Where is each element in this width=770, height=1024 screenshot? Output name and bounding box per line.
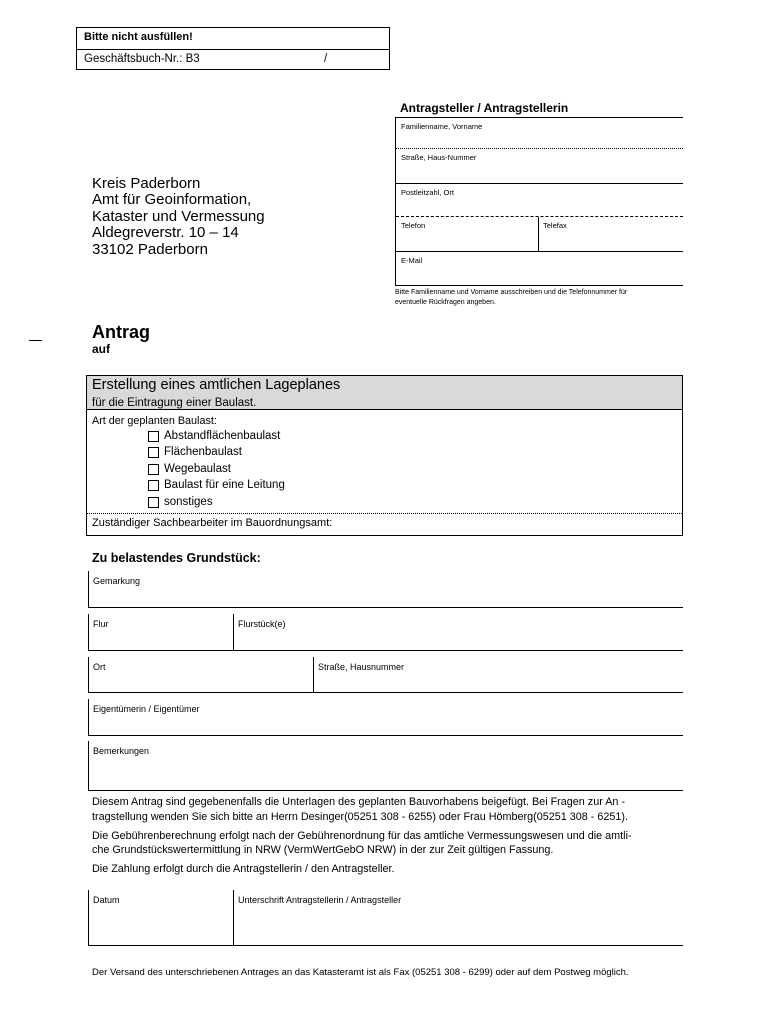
info-line: Die Zahlung erfolgt durch die Antragstellerin / den Antragsteller.: [92, 863, 395, 875]
applicant-postal-city-field[interactable]: [396, 184, 683, 217]
office-use-notice-row: [77, 28, 389, 50]
parcel-field[interactable]: [234, 614, 683, 650]
flur-label: Flur: [93, 618, 109, 629]
clerk-field-label: Zuständiger Sachbearbeiter im Bauordnungsamt:: [92, 516, 333, 529]
applicant-phone-fax-row: [396, 217, 683, 252]
info-paragraph: [92, 829, 632, 858]
request-header: [87, 376, 682, 410]
info-paragraph: [92, 795, 632, 824]
recipient-address: [92, 176, 265, 259]
option-baulast-leitung: [148, 478, 285, 495]
checkbox-baulast-leitung[interactable]: [148, 480, 159, 491]
applicant-street-field[interactable]: [396, 149, 683, 184]
property-street-field[interactable]: [314, 657, 683, 692]
applicant-name-label: Familienname, Vorname: [401, 122, 483, 131]
request-heading: Erstellung eines amtlichen Lageplanes: [92, 377, 341, 393]
request-box: [86, 375, 683, 536]
option-wegebaulast: [148, 461, 285, 478]
info-text: [92, 795, 632, 877]
date-label: Datum: [93, 894, 120, 905]
form-title: Antrag: [92, 322, 150, 342]
applicant-note-line: Bitte Familienname und Vorname ausschreiben und die Telefonnummer für: [395, 289, 628, 296]
baulast-type-options: [148, 428, 285, 511]
district-label: Gemarkung: [93, 575, 141, 586]
info-line: tragstellung wenden Sie sich bitte an Herrn Desinger(05251 308 - 6255) oder Frau Hömberg(05251 308 - 6251).: [92, 810, 628, 823]
baulast-type-label: Art der geplanten Baulast:: [92, 414, 217, 427]
checkbox-flaechenbaulast[interactable]: [148, 447, 159, 458]
recipient-address-line: Kataster und Vermessung: [92, 207, 265, 225]
place-label: Ort: [93, 661, 106, 672]
applicant-note: [395, 288, 627, 308]
checkbox-abstandflaechenbaulast[interactable]: [148, 431, 159, 442]
property-heading: Zu belastendes Grundstück:: [92, 551, 261, 565]
option-label: Flächenbaulast: [164, 446, 242, 459]
info-line: Die Gebührenberechnung erfolgt nach der Gebührenordnung für das amtliche Vermessungswesen und die amtli-: [92, 829, 632, 842]
applicant-postal-city-label: Postleitzahl, Ort: [401, 188, 454, 197]
option-label: sonstiges: [164, 495, 213, 508]
option-label: Baulast für eine Leitung: [164, 479, 285, 492]
applicant-heading: Antragsteller / Antragstellerin: [400, 101, 569, 115]
checkbox-sonstiges[interactable]: [148, 497, 159, 508]
applicant-form: [395, 117, 683, 286]
recipient-address-line: Aldegreverstr. 10 – 14: [92, 224, 239, 241]
applicant-fax-field[interactable]: [538, 217, 683, 251]
request-subheading: für die Eintragung einer Baulast.: [92, 396, 257, 409]
checkbox-wegebaulast[interactable]: [148, 464, 159, 475]
flur-parcel-row: [88, 614, 683, 651]
option-flaechenbaulast: [148, 445, 285, 462]
signature-field[interactable]: [234, 890, 683, 945]
option-sonstiges: [148, 494, 285, 511]
applicant-fax-label: Telefax: [543, 221, 567, 230]
owner-label: Eigentümerin / Eigentümer: [93, 703, 200, 714]
request-divider: [87, 513, 682, 514]
applicant-note-line: eventuelle Rückfragen angeben.: [395, 299, 496, 306]
property-street-label: Straße, Hausnummer: [318, 661, 405, 672]
info-line: Diesem Antrag sind gegebenenfalls die Unterlagen des geplanten Bauvorhabens beigefügt. Bei Fragen zur An -: [92, 796, 626, 808]
remarks-field[interactable]: [88, 741, 683, 791]
option-label: Wegebaulast: [164, 462, 231, 475]
flur-field[interactable]: [89, 614, 233, 650]
option-abstandflaechenbaulast: [148, 428, 285, 445]
recipient-address-line: Amt für Geoinformation,: [92, 191, 252, 208]
form-subtitle: auf: [92, 342, 110, 356]
applicant-street-label: Straße, Haus-Nummer: [401, 153, 477, 162]
applicant-name-field[interactable]: [396, 118, 683, 149]
applicant-phone-label: Telefon: [401, 221, 426, 230]
place-street-row: [88, 657, 683, 693]
place-field[interactable]: [89, 657, 313, 692]
signature-label: Unterschrift Antragstellerin / Antragsteller: [238, 894, 402, 905]
office-use-box: [76, 27, 390, 70]
district-field[interactable]: [88, 571, 683, 608]
owner-field[interactable]: [88, 699, 683, 736]
info-paragraph: [92, 862, 632, 877]
recipient-address-line: Kreis Paderborn: [92, 174, 201, 192]
recipient-address-line: 33102 Paderborn: [92, 240, 208, 258]
applicant-email-field[interactable]: [396, 252, 683, 286]
fold-mark: [29, 340, 42, 341]
applicant-phone-field[interactable]: [396, 217, 538, 251]
office-use-notice: Bitte nicht ausfüllen!: [84, 31, 193, 43]
reference-number-label: Geschäftsbuch-Nr.: B3: [84, 53, 200, 65]
option-label: Abstandflächenbaulast: [164, 429, 281, 442]
reference-number-separator: /: [324, 53, 328, 65]
applicant-email-label: E-Mail: [401, 256, 423, 265]
signature-row: [88, 890, 683, 946]
remarks-label: Bemerkungen: [93, 745, 150, 756]
info-line: che Grundstückswertermittlung in NRW (VermWertGebO NRW) in der zur Zeit gültigen Fassung.: [92, 844, 554, 856]
footer-note: Der Versand des unterschriebenen Antrages an das Katasteramt ist als Fax (05251 308 - 6299) oder auf dem Postweg möglich.: [92, 967, 629, 978]
date-field[interactable]: [89, 890, 233, 945]
parcel-label: Flurstück(e): [238, 618, 286, 629]
